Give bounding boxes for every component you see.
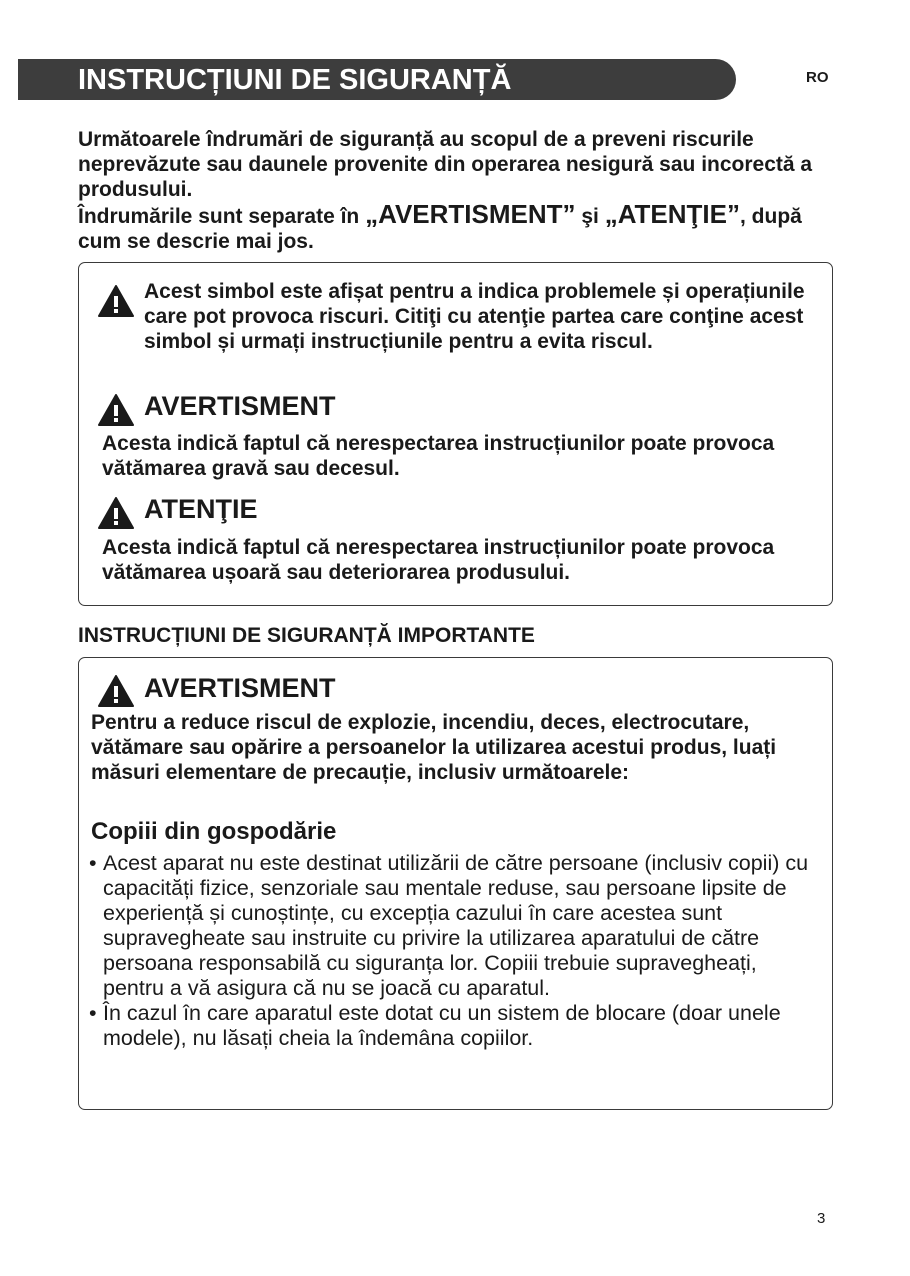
- symbol-explanation: Acest simbol este afișat pentru a indica problemele și operațiunile care pot provoca riscuri. Citiţi cu atenţie partea care conţine acest simbol și urmați instrucțiunile pentru a evita riscul.: [144, 280, 805, 353]
- caution-heading: ATENŢIE: [144, 494, 258, 524]
- intro-suffix: , după cum se descrie mai jos.: [78, 205, 802, 253]
- important-warning-heading: AVERTISMENT: [144, 673, 336, 703]
- intro-warning-term: „AVERTISMENT”: [365, 199, 576, 229]
- bullet-dot: •: [89, 851, 97, 875]
- page-number: 3: [817, 1210, 826, 1227]
- list-item: [89, 1001, 814, 1051]
- warning-triangle-icon: [97, 674, 135, 708]
- page-title: INSTRUCȚIUNI DE SIGURANȚĂ: [78, 64, 512, 96]
- section-title: INSTRUCȚIUNI DE SIGURANȚĂ IMPORTANTE: [78, 624, 535, 647]
- warning-heading: AVERTISMENT: [144, 391, 336, 421]
- important-warning-text: Pentru a reduce riscul de explozie, incendiu, deces, electrocutare, vătămare sau opărire a persoanelor la utilizarea acestui produs, luați măsuri elementare de precauție, inclusiv următoarele:: [91, 711, 777, 784]
- intro-caution-term: „ATENŢIE”: [604, 199, 740, 229]
- bullet-dot: •: [89, 1001, 97, 1025]
- intro-paragraph-1: Următoarele îndrumări de siguranță au scopul de a preveni riscurile neprevăzute sau daunele provenite din operarea nesigură sau incorectă a produsului.: [78, 128, 813, 201]
- warning-description: Acesta indică faptul că nerespectarea instrucțiunilor poate provoca vătămarea gravă sau decesul.: [102, 432, 775, 480]
- intro-text: [78, 127, 838, 254]
- list-item: [89, 851, 814, 1001]
- intro-prefix: Îndrumările sunt separate în: [78, 205, 366, 228]
- subsection-title: Copiii din gospodărie: [91, 818, 337, 845]
- intro-and: şi: [575, 205, 605, 228]
- intro-paragraph-2: [78, 199, 838, 254]
- caution-triangle-icon: [97, 496, 135, 530]
- bullet-text: Acest aparat nu este destinat utilizării de către persoane (inclusiv copii) cu capacități fizice, senzoriale sau mentale reduse, sau persoane lipsite de experiență și cunoștințe, cu excepția cazului în care acestea sunt supravegheate sau instruite cu privire la utilizarea aparatului de către persoana responsabilă cu siguranța lor. Copiii trebuie supravegheați, pentru a vă asigura că nu se joacă cu aparatul.: [103, 851, 809, 1000]
- legend-box: [78, 262, 833, 606]
- bullet-list: [89, 851, 814, 1051]
- caution-description: Acesta indică faptul că nerespectarea instrucțiunilor poate provoca vătămarea ușoară sau deteriorarea produsului.: [102, 536, 775, 584]
- bullet-text: În cazul în care aparatul este dotat cu un sistem de blocare (doar unele modele), nu lăsați cheia la îndemâna copiilor.: [103, 1001, 781, 1050]
- warning-triangle-icon: [97, 284, 135, 318]
- title-bar: [18, 59, 736, 100]
- language-label: RO: [806, 69, 829, 86]
- warning-triangle-icon: [97, 393, 135, 427]
- important-warning-box: [78, 657, 833, 1110]
